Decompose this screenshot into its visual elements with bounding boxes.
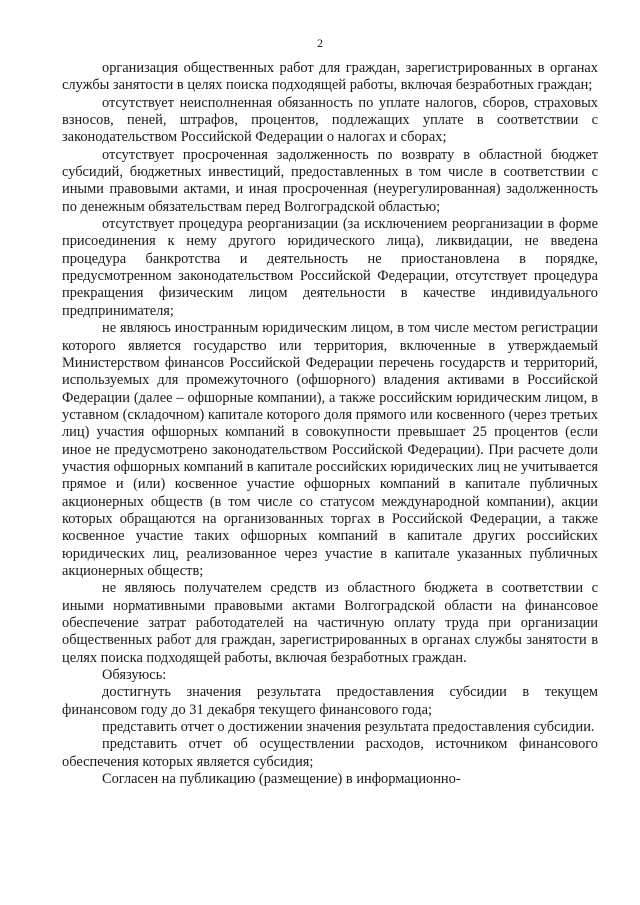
- paragraph-no-tax-debt: отсутствует неисполненная обязанность по уплате налогов, сборов, страховых взносов, пеней, штрафов, процентов, подлежащих уплате в соответствии с законодательством Российской Федерации о налогах и сборах;: [62, 94, 598, 146]
- paragraph-achieve-result: достигнуть значения результата предоставления субсидии в текущем финансовом году до 31 декабря текущего финансового года;: [62, 684, 598, 718]
- paragraph-obligations-heading: Обязуюсь:: [102, 667, 167, 684]
- paragraph-public-works: организация общественных работ для граждан, зарегистрированных в органах службы занятости в целях поиска подходящей работы, включая безработных граждан;: [62, 60, 598, 94]
- paragraph-consent: Согласен на публикацию (размещение) в информационно-: [102, 771, 461, 788]
- paragraph-not-recipient: не являюсь получателем средств из областного бюджета в соответствии с иными нормативными правовыми актами Волгоградской области на финансовое обеспечение затрат работодателей на частичную оплату труда при организации общественных работ для граждан, зарегистрированных в органах службы занятости в целях поиска подходящей работы, включая безработных граждан.: [62, 580, 598, 666]
- paragraph-no-reorganization: отсутствует процедура реорганизации (за исключением реорганизации в форме присоединения к нему другого юридического лица), ликвидации, не введена процедура банкротства и деятельность не приостановлена в порядке, предусмотренном законодательством Российской Федерации, отсутствует процедура прекращения физическим лицом деятельности в качестве индивидуального предпринимателя;: [62, 216, 598, 319]
- paragraph-result-report: представить отчет о достижении значения результата предоставления субсидии.: [102, 719, 595, 736]
- page-number: 2: [317, 36, 323, 50]
- document-body: [62, 60, 598, 788]
- paragraph-no-budget-arrears: отсутствует просроченная задолженность по возврату в областной бюджет субсидий, бюджетных инвестиций, предоставленных в том числе в соответствии с иными правовыми актами, и иная просроченная (неурегулированная) задолженность по денежным обязательствам перед Волгоградской областью;: [62, 146, 598, 215]
- paragraph-not-foreign-entity: не являюсь иностранным юридическим лицом, в том числе местом регистрации которого является государство или территория, включенные в утверждаемый Министерством финансов Российской Федерации перечень государств и территорий, используемых для промежуточного (офшорного) владения активами в Российской Федерации (далее – офшорные компании), а также российским юридическим лицом, в уставном (складочном) капитале которого доля прямого или косвенного (через третьих лиц) участия офшорных компаний в совокупности превышает 25 процентов (если иное не предусмотрено законодательством Российской Федерации). При расчете доли участия офшорных компаний в капитале российских юридических лиц не учитывается прямое и (или) косвенное участие офшорных компаний в капитале публичных акционерных обществ (в том числе со статусом международной компании), акции которых обращаются на организованных торгах в Российской Федерации, а также косвенное участие таких офшорных компаний в капитале других российских юридических лиц, реализованное через участие в капитале указанных публичных акционерных обществ;: [62, 320, 598, 579]
- paragraph-expense-report: представить отчет об осуществлении расходов, источником финансового обеспечения которых является субсидия;: [62, 736, 598, 770]
